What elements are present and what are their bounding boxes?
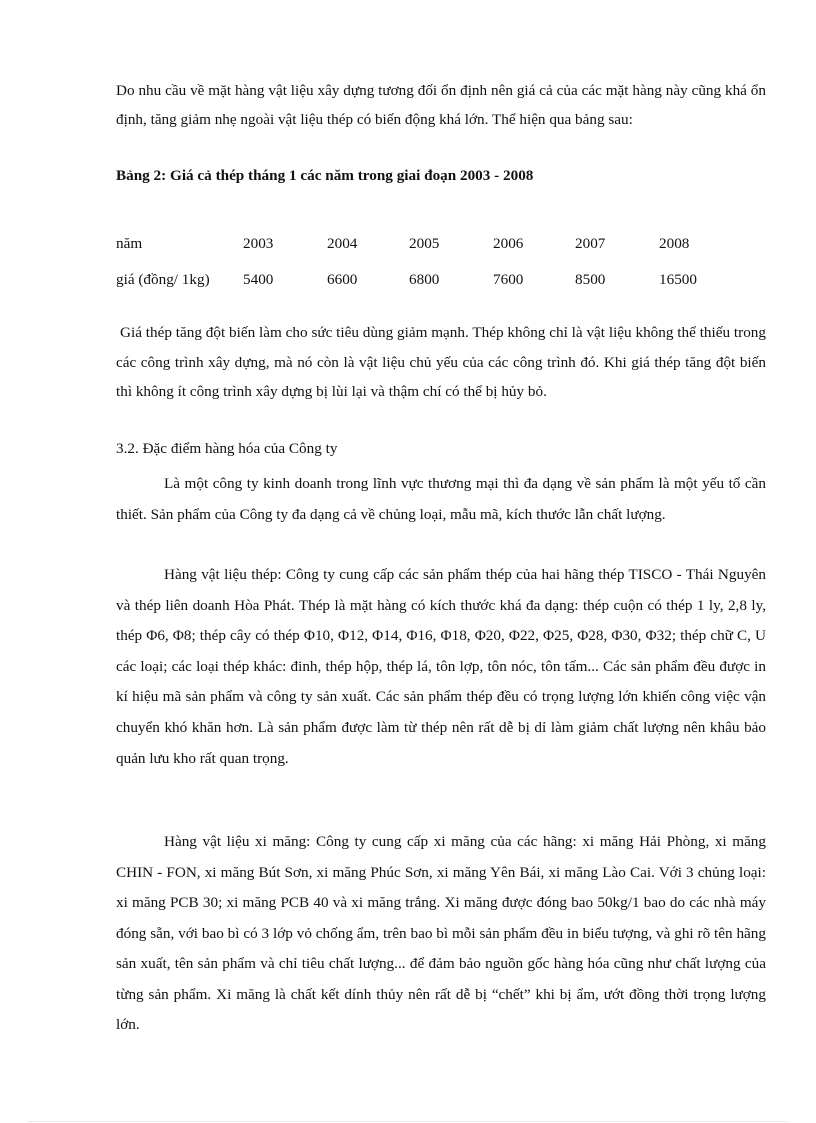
section-heading: 3.2. Đặc điểm hàng hóa của Công ty: [116, 440, 338, 457]
table-row-year: [116, 226, 697, 262]
page-bottom-divider: [28, 1121, 788, 1122]
price-cell: 8500: [575, 271, 606, 288]
year-cell: 2008: [659, 235, 690, 252]
table-row-price: [116, 262, 697, 298]
price-cell: 6600: [327, 271, 358, 288]
row-label-price: giá (đồng/ 1kg): [116, 271, 210, 288]
year-cell: 2006: [493, 235, 524, 252]
analysis-paragraph: Giá thép tăng đột biến làm cho sức tiêu dùng giảm mạnh. Thép không chỉ là vật liệu không thể thiếu trong các công trình xây dựng, mà nó còn là vật liệu chủ yếu của các công trình đó. Khi giá thép tăng đột biến thì không ít công trình xây dựng bị lùi lại và thậm chí có thể bị hủy bỏ.: [116, 324, 766, 400]
table-title: Bảng 2: Giá cả thép tháng 1 các năm trong giai đoạn 2003 - 2008: [116, 167, 534, 184]
year-cell: 2004: [327, 235, 358, 252]
paragraph-steel: Hàng vật liệu thép: Công ty cung cấp các sản phẩm thép của hai hãng thép TISCO - Thái Nguyên và thép liên doanh Hòa Phát. Thép là mặt hàng có kích thước khá đa dạng: thép cuộn có thép 1 ly, 2,8 ly, thép Φ6, Φ8; thép cây có thép Φ10, Φ12, Φ14, Φ16, Φ18, Φ20, Φ22, Φ25, Φ28, Φ30, Φ32; thép chữ C, U các loại; các loại thép khác: đinh, thép hộp, thép lá, tôn lợp, tôn nóc, tôn tấm... Các sản phẩm đều được in kí hiệu mã sản phẩm và công ty sản xuất. Các sản phẩm thép đều có trọng lượng lớn khiến công việc vận chuyển khó khăn hơn. Là sản phẩm được làm từ thép nên rất dễ bị dỉ làm giảm chất lượng nên khâu bảo quản lưu kho rất quan trọng.: [116, 566, 766, 767]
intro-paragraph: Do nhu cầu về mặt hàng vật liệu xây dựng tương đối ổn định nên giá cả của các mặt hàng này cũng khá ổn định, tăng giảm nhẹ ngoài vật liệu thép có biến động khá lớn. Thể hiện qua bảng sau:: [116, 82, 766, 128]
year-cell: 2003: [243, 235, 274, 252]
price-cell: 5400: [243, 271, 274, 288]
price-cell: 16500: [659, 271, 697, 288]
price-cell: 6800: [409, 271, 440, 288]
steel-price-table: [116, 226, 697, 298]
row-label-year: năm: [116, 235, 143, 252]
year-cell: 2005: [409, 235, 440, 252]
year-cell: 2007: [575, 235, 606, 252]
price-cell: 7600: [493, 271, 524, 288]
paragraph-cement: Hàng vật liệu xi măng: Công ty cung cấp xi măng của các hãng: xi măng Hải Phòng, xi măng CHIN - FON, xi măng Bút Sơn, xi măng Phúc Sơn, xi măng Yên Bái, xi măng Lào Cai. Với 3 chủng loại: xi măng PCB 30; xi măng PCB 40 và xi măng trắng. Xi măng được đóng bao 50kg/1 bao do các nhà máy đóng sẵn, với bao bì có 3 lớp vỏ chống ẩm, trên bao bì mỗi sản phẩm đều in biểu tượng, và ghi rõ tên hãng sản xuất, tên sản phẩm và chỉ tiêu chất lượng... để đảm bảo nguồn gốc hàng hóa cũng như chất lượng của từng sản phẩm. Xi măng là chất kết dính thủy nên rất dễ bị “chết” khi bị ẩm, ướt đồng thời trọng lượng lớn.: [116, 833, 766, 1033]
paragraph-products: Là một công ty kinh doanh trong lĩnh vực thương mại thì đa dạng về sản phẩm là một yếu tố cần thiết. Sản phẩm của Công ty đa dạng cả về chủng loại, mẫu mã, kích thước lẫn chất lượng.: [116, 475, 766, 523]
